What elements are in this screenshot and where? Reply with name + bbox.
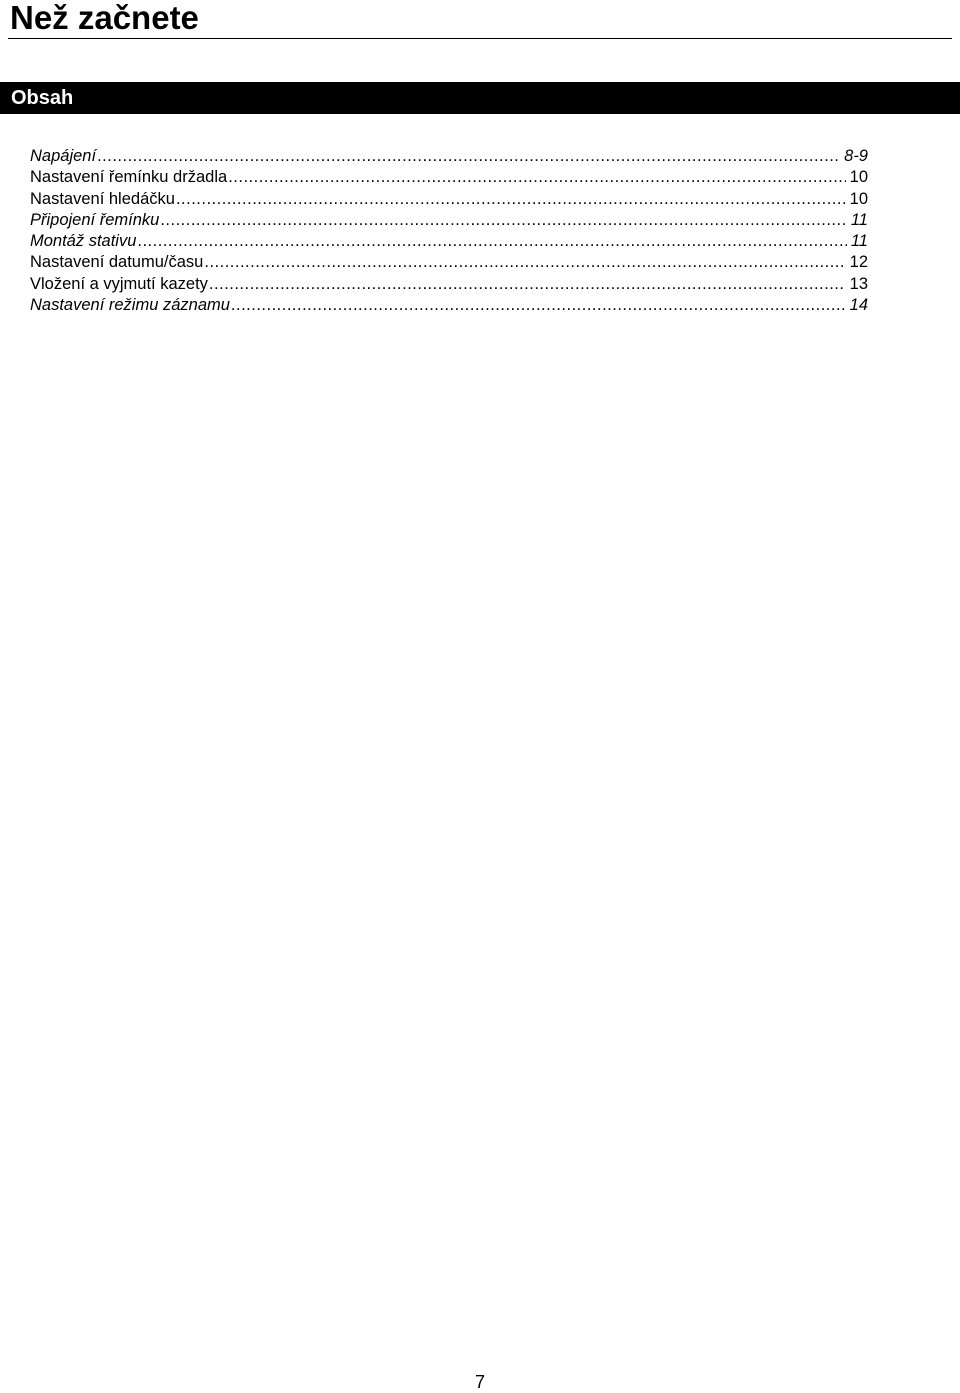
toc-dot-leader bbox=[137, 231, 846, 252]
toc-entry[interactable] bbox=[30, 189, 868, 210]
toc-entry-label: Montáž stativu bbox=[30, 232, 137, 251]
table-of-contents bbox=[30, 146, 868, 316]
toc-entry[interactable] bbox=[30, 252, 868, 273]
toc-entry-page: 14 bbox=[849, 296, 868, 315]
toc-dot-leader bbox=[209, 274, 846, 295]
toc-entry-page: 10 bbox=[849, 189, 868, 208]
toc-entry[interactable] bbox=[30, 295, 868, 316]
title-divider bbox=[8, 38, 952, 39]
toc-entry-page: 10 bbox=[849, 168, 868, 187]
toc-dot-leader bbox=[176, 189, 846, 210]
toc-entry-page: 13 bbox=[849, 274, 868, 293]
toc-dot-leader bbox=[160, 210, 847, 231]
toc-entry-page: 8-9 bbox=[844, 147, 868, 165]
toc-entry-label: Nastavení datumu/času bbox=[30, 253, 204, 272]
toc-entry-page: 11 bbox=[850, 232, 868, 251]
toc-dot-leader bbox=[204, 252, 845, 273]
page-number: 7 bbox=[474, 1372, 485, 1392]
toc-entry-label: Nastavení hledáčku bbox=[30, 189, 175, 208]
toc-entry-page: 12 bbox=[849, 253, 868, 272]
toc-dot-leader bbox=[97, 146, 840, 167]
toc-entry[interactable] bbox=[30, 231, 868, 252]
toc-entry-label: Připojení řemínku bbox=[30, 210, 160, 229]
toc-entry-label: Vložení a vyjmutí kazety bbox=[30, 274, 208, 293]
toc-dot-leader bbox=[228, 167, 845, 188]
page-title: Než začnete bbox=[10, 0, 199, 36]
toc-entry[interactable] bbox=[30, 146, 868, 167]
section-heading: Obsah bbox=[0, 82, 960, 114]
toc-entry[interactable] bbox=[30, 210, 868, 231]
toc-entry-label: Nastavení řemínku držadla bbox=[30, 168, 228, 187]
toc-entry-page: 11 bbox=[850, 210, 868, 229]
toc-dot-leader bbox=[231, 295, 846, 316]
toc-entry[interactable] bbox=[30, 274, 868, 295]
toc-entry-label: Napájení bbox=[30, 147, 97, 165]
toc-entry[interactable] bbox=[30, 167, 868, 188]
toc-entry-label: Nastavení režimu záznamu bbox=[30, 296, 230, 315]
